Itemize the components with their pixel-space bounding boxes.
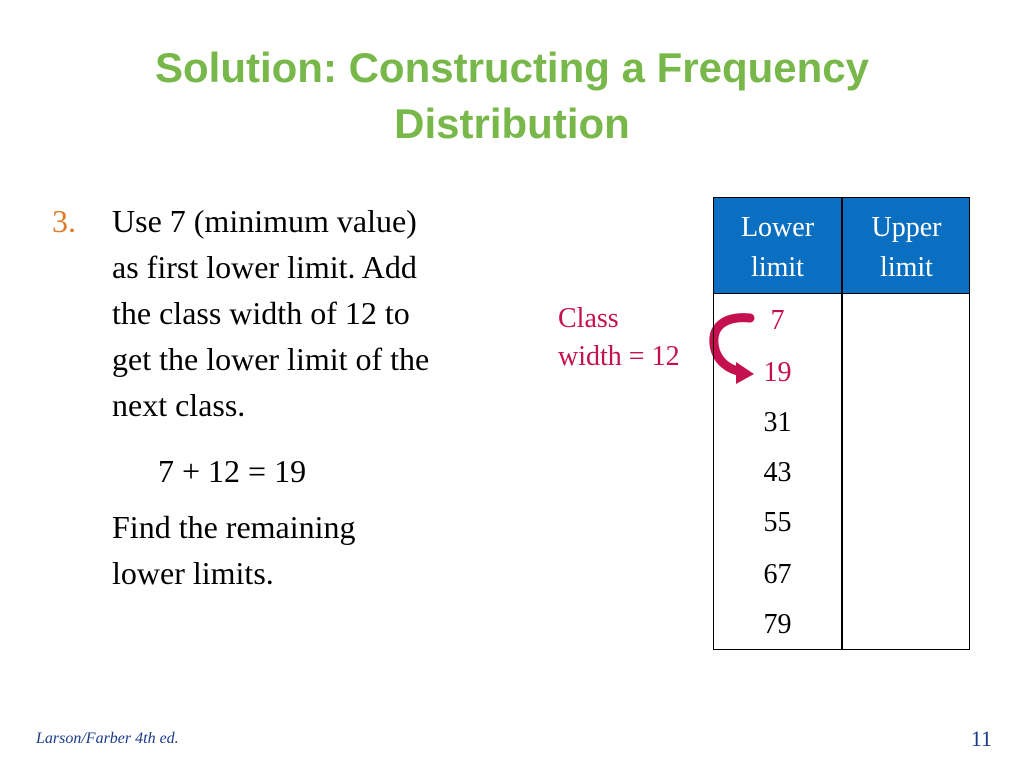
class-width-annotation xyxy=(558,300,680,376)
limits-table xyxy=(713,197,970,650)
slide-title xyxy=(0,40,1024,152)
title-line-2: Distribution xyxy=(394,100,630,147)
header-lower-limit xyxy=(714,208,841,288)
column-divider xyxy=(841,198,843,649)
instruction-line: next class. xyxy=(112,387,246,423)
table-cell: 67 xyxy=(763,559,792,590)
title-line-1: Solution: Constructing a Frequency xyxy=(154,44,870,91)
instruction-line: get the lower limit of the xyxy=(112,341,430,377)
step-instructions xyxy=(112,198,429,428)
instruction-line: the class width of 12 to xyxy=(112,295,410,331)
header-text: limit xyxy=(751,252,804,283)
equation: 7 + 12 = 19 xyxy=(158,453,307,489)
header-upper-limit xyxy=(843,208,970,288)
header-text: limit xyxy=(880,252,933,283)
header-text: Lower xyxy=(740,212,815,243)
followup-line: lower limits. xyxy=(112,555,274,591)
page-number: 11 xyxy=(970,726,992,751)
table-cell: 55 xyxy=(763,507,792,538)
annotation-line: Class xyxy=(558,303,619,334)
annotation-line: width = 12 xyxy=(558,341,680,372)
instruction-line: Use 7 (minimum value) xyxy=(112,203,417,239)
table-cell: 79 xyxy=(763,609,792,640)
followup-line: Find the remaining xyxy=(112,509,356,545)
header-text: Upper xyxy=(871,212,942,243)
instruction-line: as first lower limit. Add xyxy=(112,249,417,285)
table-cell: 31 xyxy=(763,407,792,438)
table-cell: 43 xyxy=(763,457,792,488)
followup-instruction xyxy=(112,504,356,596)
table-cell: 19 xyxy=(763,357,792,388)
step-number: 3. xyxy=(52,203,76,239)
table-cell: 7 xyxy=(770,305,785,336)
source-citation: Larson/Farber 4th ed. xyxy=(36,730,179,747)
